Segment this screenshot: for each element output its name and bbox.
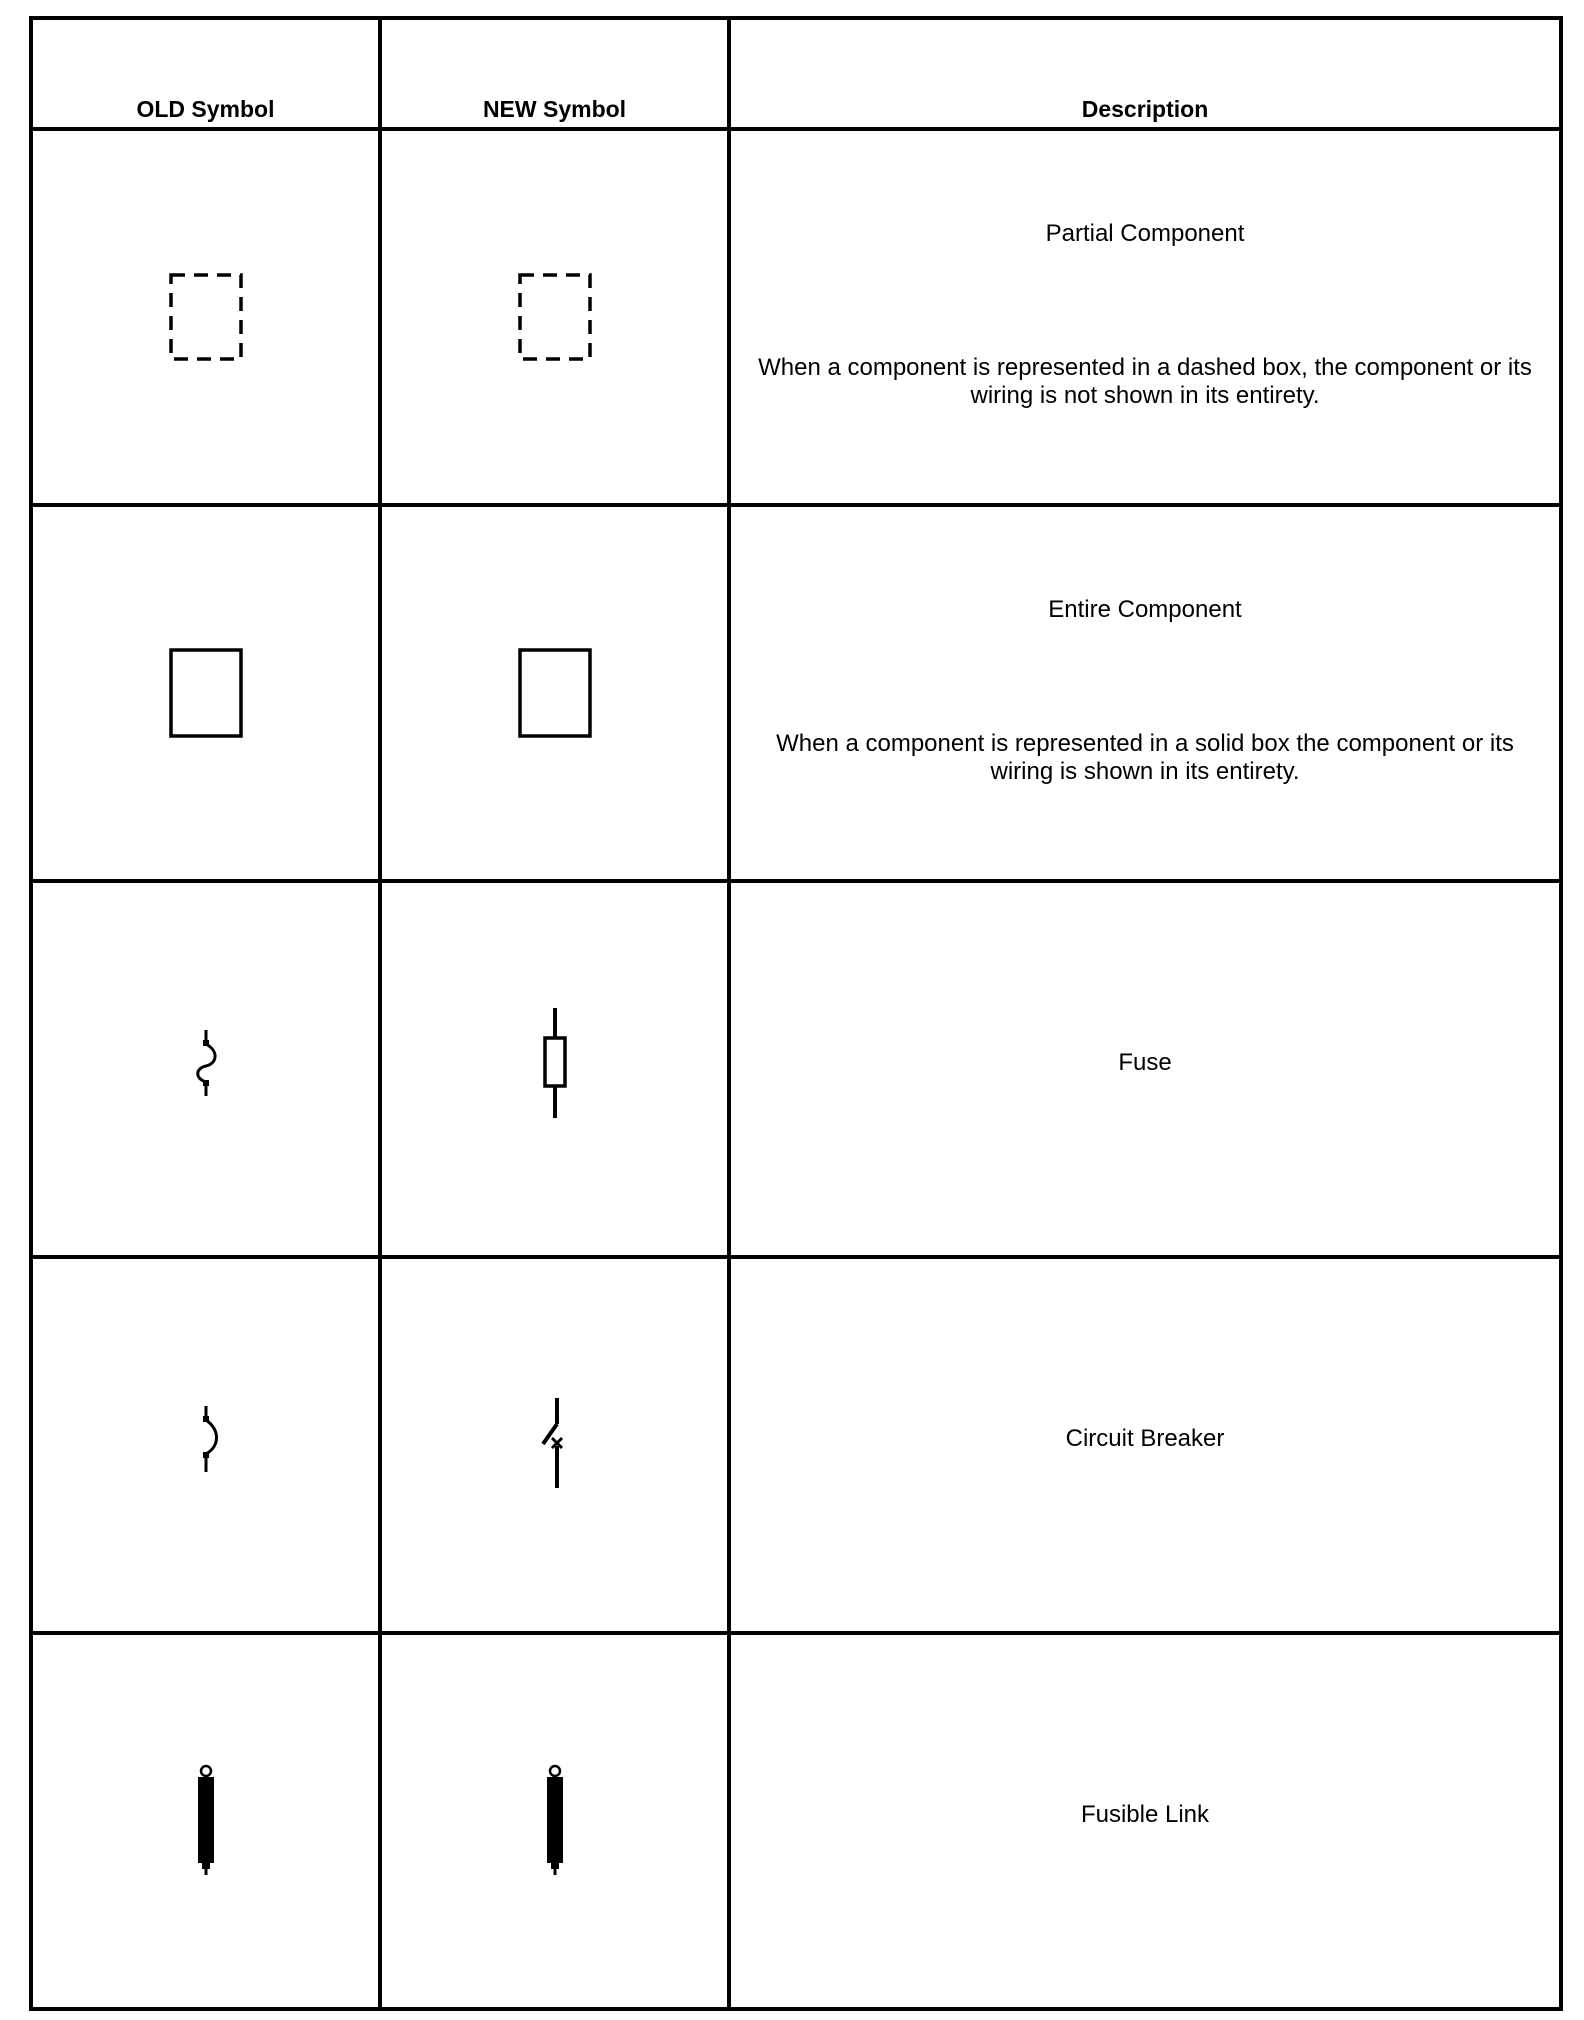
table-row [31,129,1561,505]
description-cell [729,129,1561,505]
new-symbol-header: NEW Symbol [380,18,729,129]
solid-box-icon [518,648,592,738]
description-header: Description [729,18,1561,129]
description-cell [729,1633,1561,2009]
description-title: Circuit Breaker [1065,1425,1225,1452]
new-symbol-cell [380,129,729,505]
table-row [31,1633,1561,2009]
description-title: Entire Component [1048,596,1242,623]
description-cell [729,881,1561,1257]
new-symbol-cell [380,1633,729,2009]
fuse-new-icon [535,1008,575,1118]
dashed-box-icon [518,273,592,361]
table-row [31,881,1561,1257]
symbol-legend-table [29,16,1563,2011]
description-title: Partial Component [1045,220,1245,247]
description-note: When a component is represented in a solid box the component or its wiring is shown in its entirety. [776,730,1514,785]
new-symbol-cell [380,881,729,1257]
old-symbol-header: OLD Symbol [31,18,380,129]
new-symbol-cell [380,1257,729,1633]
description-note: When a component is represented in a dashed box, the component or its wiring is not shown in its entirety. [758,354,1532,409]
description-cell [729,505,1561,881]
header-row [31,18,1561,129]
fusible-link-old-icon [191,1763,221,1875]
old-symbol-cell [31,1257,380,1633]
description-cell [729,1257,1561,1633]
old-symbol-cell [31,505,380,881]
old-symbol-cell [31,129,380,505]
table-row [31,1257,1561,1633]
new-symbol-cell [380,505,729,881]
description-title: Fuse [1118,1049,1172,1076]
table-row [31,505,1561,881]
circuit-breaker-old-icon [186,1404,226,1474]
dashed-box-icon [169,273,243,361]
fusible-link-new-icon [540,1763,570,1875]
solid-box-icon [169,648,243,738]
description-title: Fusible Link [1080,1801,1210,1828]
old-symbol-cell [31,881,380,1257]
old-symbol-cell [31,1633,380,2009]
fuse-old-icon [186,1028,226,1098]
circuit-breaker-new-icon [535,1398,575,1488]
